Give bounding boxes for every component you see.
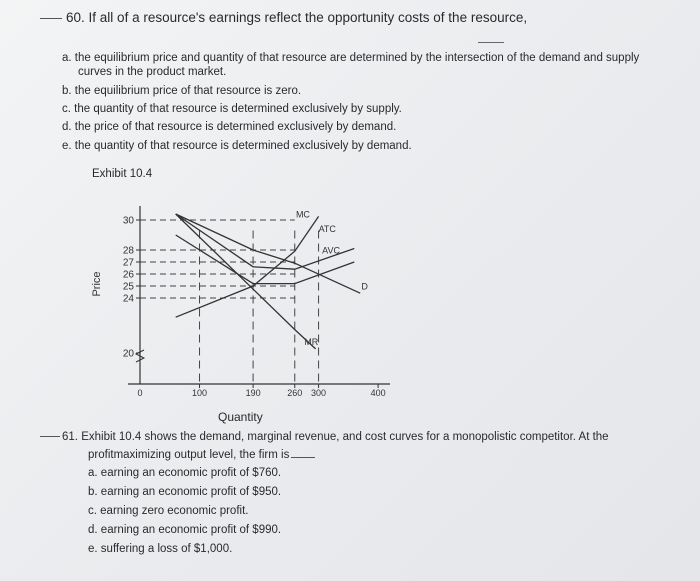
answer-blank [40,18,62,19]
x-tick-label: 400 [370,388,386,398]
option-60-e: e. the quantity of that resource is determined exclusively by demand. [62,140,412,152]
question-60-stem [40,10,527,25]
y-tick-label: 24 [122,293,134,305]
y-tick-label: 28 [122,245,134,257]
question-number: 60. [66,10,85,25]
axis-break [136,350,144,362]
y-tick-label: 26 [122,269,134,281]
question-61-stem-cont: profitmaximizing output level, the firm is [88,449,315,461]
y-tick-label: 20 [122,348,134,360]
x-tick-label: 100 [192,388,208,398]
mc-label: MC [295,209,310,220]
atc-label: ATC [318,224,336,234]
mc-curve [176,216,319,317]
avc-label: AVC [322,245,340,256]
exhibit-chart [90,198,390,408]
exhibit-caption: Exhibit 10.4 [92,168,153,180]
option-61-c: c. earning zero economic profit. [88,505,249,517]
x-axis-label: Quantity [218,410,263,424]
x-tick-label: 190 [245,388,261,398]
mr-label: MR [304,336,319,347]
option-61-a: a. earning an economic profit of $760. [88,467,282,479]
atc-curve [176,214,355,269]
y-tick-label: 30 [122,215,134,227]
x-tick-label: 0 [137,388,143,398]
option-60-b: b. the equilibrium price of that resource is zero. [62,85,302,97]
question-61-stem: 61. Exhibit 10.4 shows the demand, marginal revenue, and cost curves for a monopolistic competitor. At the [40,431,609,443]
question-text: If all of a resource's earnings reflect the opportunity costs of the resource, [88,10,528,25]
y-tick-label: 27 [122,257,134,269]
answer-blank [40,436,60,437]
option-61-e: e. suffering a loss of $1,000. [88,543,233,555]
underline-mark [478,42,504,43]
y-axis-label: Price [91,271,103,297]
x-tick-label: 300 [311,388,327,398]
option-61-d: d. earning an economic profit of $990. [88,524,282,536]
x-tick-label: 260 [287,388,303,398]
option-60-a: a. the equilibrium price and quantity of that resource are determined by the intersection of the demand and supply [62,52,640,64]
option-60-d: d. the price of that resource is determined exclusively by demand. [62,121,397,133]
d-label: D [361,281,368,292]
option-60-c: c. the quantity of that resource is determined exclusively by supply. [62,103,402,115]
y-tick-label: 25 [122,281,134,293]
answer-blank [291,457,315,458]
option-61-b: b. earning an economic profit of $950. [88,486,282,498]
option-60-a-cont: curves in the product market. [78,66,227,78]
